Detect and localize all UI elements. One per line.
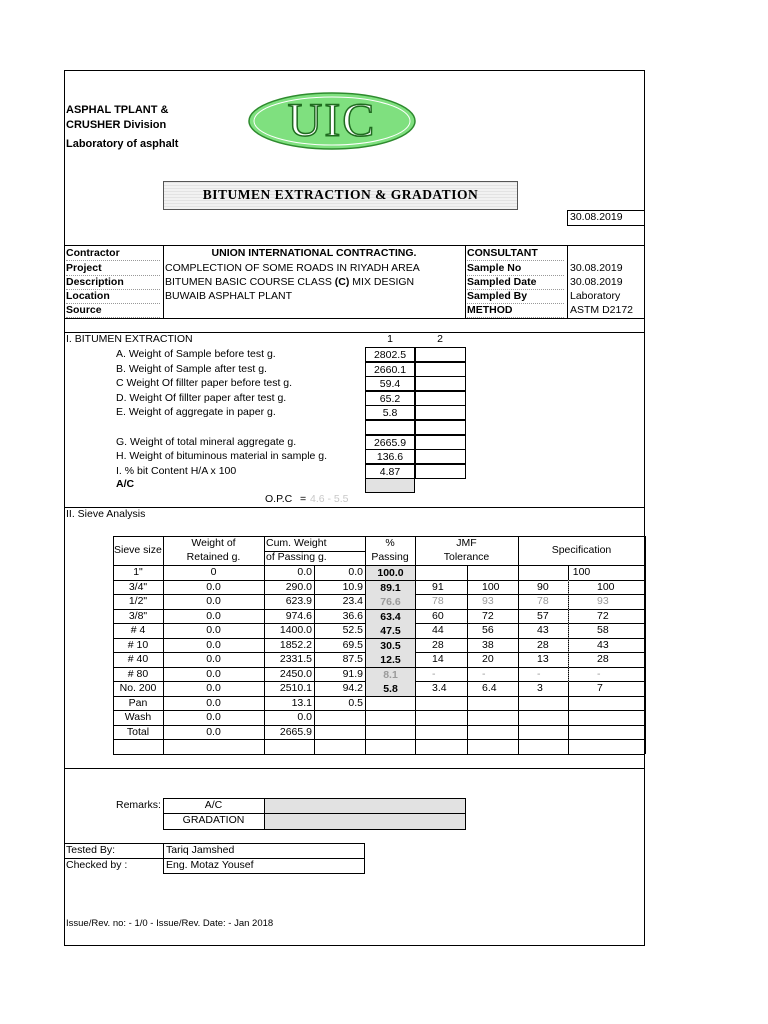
checked-by-value: Eng. Motaz Yousef bbox=[166, 859, 254, 871]
sieve-size-cell: 3/8" bbox=[128, 610, 148, 622]
sieve-col-line bbox=[415, 536, 416, 754]
retained-cell: 0.0 bbox=[206, 581, 221, 593]
jmf-high-cell: 38 bbox=[482, 639, 494, 651]
cum-pct-cell: 91.9 bbox=[342, 668, 363, 680]
location-value: BUWAIB ASPHALT PLANT bbox=[165, 290, 293, 302]
spec-low-cell: - bbox=[537, 668, 541, 680]
spec-high-cell: 58 bbox=[597, 624, 609, 636]
extraction-value-1: 136.6 bbox=[365, 449, 415, 464]
spec-low-cell: 28 bbox=[537, 639, 549, 651]
passing-cell: 47.5 bbox=[366, 624, 415, 638]
description-value: BITUMEN BASIC COURSE CLASS (C) MIX DESIGN bbox=[165, 276, 415, 288]
jmf-low-cell: 14 bbox=[432, 653, 444, 665]
extraction-value-1: 4.87 bbox=[365, 464, 415, 479]
contractor-value: UNION INTERNATIONAL CONTRACTING. bbox=[211, 247, 417, 259]
contractor-label: Contractor bbox=[66, 246, 160, 261]
cum-pct-cell bbox=[314, 725, 365, 739]
passing-cell: 76.6 bbox=[366, 595, 415, 609]
extraction-value-2 bbox=[415, 347, 466, 362]
header-jmf-2: Tolerance bbox=[443, 551, 490, 563]
spec-low-cell: 78 bbox=[537, 595, 549, 607]
extraction-value-1: 65.2 bbox=[365, 391, 415, 406]
jmf-low-cell: 78 bbox=[432, 595, 444, 607]
spec-cell: 100 bbox=[572, 566, 591, 578]
extraction-row-label: D. Weight Of fillter paper after test g. bbox=[116, 392, 287, 404]
checked-by-label: Checked by : bbox=[66, 859, 128, 871]
extraction-col-1: 1 bbox=[387, 333, 393, 345]
sampled-by-value: Laboratory bbox=[570, 290, 621, 302]
passing-cell: 63.4 bbox=[366, 610, 415, 624]
passing-cell: 89.1 bbox=[366, 581, 415, 595]
sieve-size-cell: # 80 bbox=[127, 668, 149, 680]
header-pct-2: Passing bbox=[371, 551, 409, 563]
sieve-size-cell: Wash bbox=[124, 711, 152, 723]
sample-no-label: Sample No bbox=[467, 261, 564, 276]
passing-cell: 30.5 bbox=[366, 639, 415, 653]
extraction-value-1: 59.4 bbox=[365, 376, 415, 391]
spec-low-cell: 57 bbox=[537, 610, 549, 622]
jmf-high-cell: 72 bbox=[482, 610, 494, 622]
location-label: Location bbox=[66, 289, 160, 304]
passing-cell: 100.0 bbox=[366, 566, 415, 580]
header-weight-1: Weight of bbox=[191, 537, 236, 549]
extraction-value-2 bbox=[415, 405, 466, 420]
sieve-size-cell: # 4 bbox=[130, 624, 146, 636]
sieve-size-cell: # 10 bbox=[127, 639, 149, 651]
spec-high-cell: 93 bbox=[597, 595, 609, 607]
cum-weight-cell: 2331.5 bbox=[279, 653, 312, 665]
ac-label: A/C bbox=[116, 478, 135, 490]
cum-pct-cell: 23.4 bbox=[342, 595, 363, 607]
jmf-high-cell: 93 bbox=[482, 595, 494, 607]
extraction-value-2 bbox=[415, 362, 466, 377]
spec-high-cell: 72 bbox=[597, 610, 609, 622]
retained-cell: 0.0 bbox=[206, 726, 221, 738]
cum-weight-cell: 1852.2 bbox=[279, 639, 312, 651]
jmf-high-cell: 56 bbox=[482, 624, 494, 636]
header-cum-2: of Passing g. bbox=[266, 551, 327, 563]
extraction-title: I. BITUMEN EXTRACTION bbox=[66, 333, 193, 345]
spec-low-cell: 90 bbox=[537, 581, 549, 593]
tested-by-label: Tested By: bbox=[66, 844, 116, 856]
sieve-size-cell: 1" bbox=[133, 566, 143, 578]
extraction-value-2 bbox=[415, 464, 466, 479]
extraction-value-1: 2660.1 bbox=[365, 362, 415, 377]
sieve-size-cell: No. 200 bbox=[119, 682, 157, 694]
project-value: COMPLECTION OF SOME ROADS IN RIYADH AREA bbox=[165, 262, 420, 274]
extraction-row-label: H. Weight of bituminous material in sample g. bbox=[116, 450, 328, 462]
jmf-high-cell bbox=[480, 565, 515, 579]
sieve-size-cell: Total bbox=[126, 726, 150, 738]
remarks-gradation: GRADATION bbox=[182, 814, 245, 826]
sieve-col-line bbox=[645, 536, 646, 754]
header-weight-2: Retained g. bbox=[186, 551, 241, 563]
jmf-low-cell bbox=[430, 565, 470, 579]
cum-pct-cell: 0.0 bbox=[348, 566, 363, 578]
sample-no-value: 30.08.2019 bbox=[570, 262, 623, 274]
cum-pct-cell bbox=[314, 710, 365, 724]
cum-weight-cell: 974.6 bbox=[285, 610, 312, 622]
retained-cell: 0.0 bbox=[206, 697, 221, 709]
extraction-row-label: C Weight Of fillter paper before test g. bbox=[116, 377, 293, 389]
cum-pct-cell: 52.5 bbox=[342, 624, 363, 636]
extraction-value-2 bbox=[415, 449, 466, 464]
source-label: Source bbox=[66, 303, 160, 318]
extraction-row-label: A. Weight of Sample before test g. bbox=[116, 348, 276, 360]
cum-weight-cell: 2450.0 bbox=[279, 668, 312, 680]
extraction-value-2 bbox=[415, 420, 466, 435]
extraction-row-label: B. Weight of Sample after test g. bbox=[116, 363, 267, 375]
method-label: METHOD bbox=[467, 303, 564, 318]
cum-weight-cell: 1400.0 bbox=[279, 624, 312, 636]
opc-label: O.P.C bbox=[265, 493, 293, 505]
spec-high-cell: 100 bbox=[597, 581, 615, 593]
cum-pct-cell: 0.5 bbox=[348, 697, 363, 709]
sieve-row-line bbox=[113, 739, 645, 740]
passing-cell: 8.1 bbox=[366, 668, 415, 682]
jmf-low-cell: - bbox=[432, 668, 436, 680]
cum-weight-cell: 623.9 bbox=[285, 595, 312, 607]
jmf-high-cell: - bbox=[482, 668, 486, 680]
cum-weight-cell: 2510.1 bbox=[279, 682, 312, 694]
extraction-row-label: E. Weight of aggregate in paper g. bbox=[116, 406, 276, 418]
tested-by-value: Tariq Jamshed bbox=[166, 844, 235, 856]
jmf-high-cell: 20 bbox=[482, 653, 494, 665]
extraction-col-2: 2 bbox=[437, 333, 443, 345]
retained-cell: 0.0 bbox=[206, 682, 221, 694]
jmf-high-cell: 6.4 bbox=[482, 682, 497, 694]
sampled-by-label: Sampled By bbox=[467, 289, 564, 304]
spec-high-cell: 28 bbox=[597, 653, 609, 665]
extraction-value-2 bbox=[415, 376, 466, 391]
document-title: BITUMEN EXTRACTION & GRADATION bbox=[202, 187, 479, 202]
extraction-row-label: G. Weight of total mineral aggregate g. bbox=[116, 436, 297, 448]
retained-cell: 0.0 bbox=[206, 639, 221, 651]
method-value: ASTM D2172 bbox=[570, 304, 634, 316]
spec-low-cell: 13 bbox=[537, 653, 549, 665]
spec-low-cell: 3 bbox=[537, 682, 543, 694]
cum-weight-cell: 0.0 bbox=[297, 566, 312, 578]
extraction-row-label: I. % bit Content H/A x 100 bbox=[116, 465, 237, 477]
passing-cell: 5.8 bbox=[366, 682, 415, 696]
cum-pct-cell: 87.5 bbox=[342, 653, 363, 665]
extraction-value-1: 2802.5 bbox=[365, 347, 415, 362]
remarks-ac: A/C bbox=[204, 799, 223, 811]
retained-cell: 0 bbox=[210, 566, 217, 578]
org-line-2: CRUSHER Division bbox=[66, 119, 167, 131]
cum-weight-cell: 0.0 bbox=[297, 711, 312, 723]
logo-text: UIC bbox=[287, 94, 377, 147]
header-jmf-1: JMF bbox=[456, 537, 477, 549]
cum-weight-cell: 2665.9 bbox=[279, 726, 312, 738]
remarks-label: Remarks: bbox=[116, 799, 161, 811]
sampled-date-value: 30.08.2019 bbox=[570, 276, 623, 288]
description-label: Description bbox=[66, 275, 160, 290]
sampled-date-label: Sampled Date bbox=[467, 275, 564, 290]
consultant-label: CONSULTANT bbox=[467, 246, 564, 261]
header-sieve-size: Sieve size bbox=[114, 544, 162, 556]
cum-weight-cell: 290.0 bbox=[285, 581, 312, 593]
extraction-value-2 bbox=[415, 435, 466, 450]
opc-equals: = bbox=[300, 493, 307, 505]
spec-high-cell: - bbox=[597, 668, 601, 680]
jmf-low-cell: 3.4 bbox=[432, 682, 447, 694]
retained-cell: 0.0 bbox=[206, 624, 221, 636]
opc-range: 4.6 - 5.5 bbox=[310, 493, 349, 505]
extraction-value-1 bbox=[365, 420, 415, 435]
jmf-low-cell: 91 bbox=[432, 581, 444, 593]
retained-cell: 0.0 bbox=[206, 711, 221, 723]
project-label: Project bbox=[66, 261, 160, 276]
issue-revision: Issue/Rev. no: - 1/0 - Issue/Rev. Date: - Jan 2018 bbox=[66, 918, 274, 929]
jmf-low-cell: 60 bbox=[432, 610, 444, 622]
jmf-high-cell: 100 bbox=[482, 581, 500, 593]
spec-high-cell: 43 bbox=[597, 639, 609, 651]
cum-pct-cell: 69.5 bbox=[342, 639, 363, 651]
header-pct-1: % bbox=[385, 537, 395, 549]
cum-pct-cell: 94.2 bbox=[342, 682, 363, 694]
lab-name: Laboratory of asphalt bbox=[66, 138, 179, 150]
retained-cell: 0.0 bbox=[206, 595, 221, 607]
retained-cell: 0.0 bbox=[206, 668, 221, 680]
report-date: 30.08.2019 bbox=[570, 211, 623, 223]
sieve-size-cell: 1/2" bbox=[128, 595, 148, 607]
extraction-value-1: 5.8 bbox=[365, 405, 415, 420]
sieve-row-line bbox=[113, 754, 645, 755]
cum-pct-cell: 10.9 bbox=[342, 581, 363, 593]
jmf-low-cell: 28 bbox=[432, 639, 444, 651]
cum-weight-cell: 13.1 bbox=[291, 697, 312, 709]
header-specification: Specification bbox=[551, 544, 612, 556]
spec-high-cell: 7 bbox=[597, 682, 603, 694]
cum-pct-cell: 36.6 bbox=[342, 610, 363, 622]
retained-cell: 0.0 bbox=[206, 653, 221, 665]
org-line-1: ASPHAL TPLANT & bbox=[66, 104, 169, 116]
passing-cell: 12.5 bbox=[366, 653, 415, 667]
sieve-title: II. Sieve Analysis bbox=[66, 508, 146, 520]
sieve-size-cell: 3/4" bbox=[128, 581, 148, 593]
extraction-value-2 bbox=[415, 391, 466, 406]
spec-low-cell: 43 bbox=[537, 624, 549, 636]
sieve-size-cell: Pan bbox=[128, 697, 148, 709]
spec-divider bbox=[568, 580, 569, 682]
jmf-low-cell: 44 bbox=[432, 624, 444, 636]
retained-cell: 0.0 bbox=[206, 610, 221, 622]
ac-value-cell bbox=[365, 478, 415, 493]
header-cum-1: Cum. Weight bbox=[266, 537, 327, 549]
sieve-size-cell: # 40 bbox=[127, 653, 149, 665]
extraction-value-1: 2665.9 bbox=[365, 435, 415, 450]
